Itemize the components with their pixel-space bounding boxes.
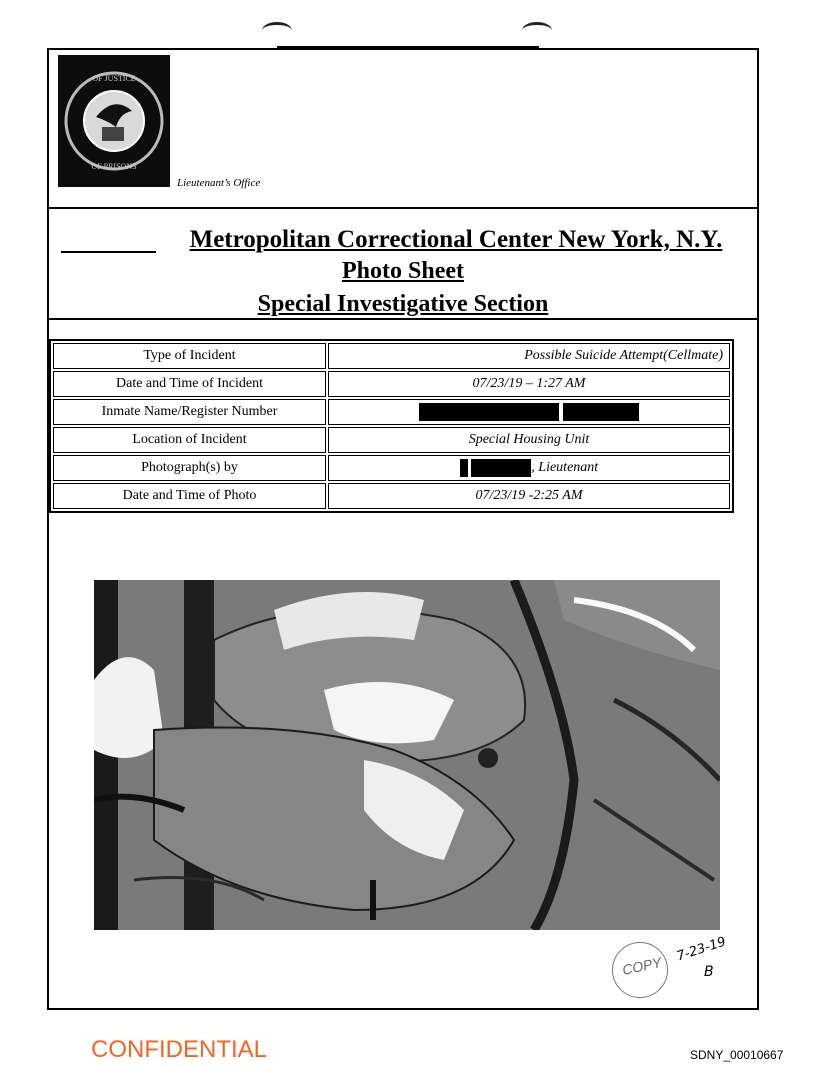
doj-bop-seal [58, 55, 170, 187]
incident-datetime-label: Date and Time of Incident [53, 371, 326, 397]
sheet-title: Photo Sheet [342, 258, 464, 284]
table-row [53, 371, 730, 397]
header-divider [49, 207, 757, 209]
copy-stamp [612, 942, 672, 992]
title-divider [49, 318, 757, 320]
table-row [53, 399, 730, 425]
photographer-label: Photograph(s) by [53, 455, 326, 481]
location-label: Location of Incident [53, 427, 326, 453]
inmate-name-label: Inmate Name/Register Number [53, 399, 326, 425]
incident-photo [94, 580, 720, 930]
facility-title: Metropolitan Correctional Center New York, N.Y. [189, 226, 723, 253]
redaction-block [471, 459, 531, 477]
copy-stamp-text: COPY [620, 954, 663, 978]
svg-text:OF JUSTICE: OF JUSTICE [92, 74, 136, 83]
punch-hole-left [262, 22, 292, 39]
inmate-name-value [328, 399, 730, 425]
incident-datetime-value: 07/23/19 – 1:27 AM [328, 371, 730, 397]
redaction-block [419, 403, 559, 421]
photo-datetime-value: 07/23/19 -2:25 AM [328, 483, 730, 509]
photographer-value [328, 455, 730, 481]
handwritten-initials: B [704, 964, 714, 980]
incident-table [49, 339, 734, 513]
incident-type-label: Type of Incident [53, 343, 326, 369]
photo-datetime-label: Date and Time of Photo [53, 483, 326, 509]
table-row [53, 455, 730, 481]
section-title: Special Investigative Section [257, 291, 549, 317]
handwritten-date: 7-23-19 [674, 934, 728, 965]
redaction-block [563, 403, 639, 421]
table-row [53, 483, 730, 509]
table-row [53, 343, 730, 369]
office-label: Lieutenant’s Office [177, 177, 261, 189]
photographer-title: , Lieutenant [531, 460, 599, 476]
bates-number: SDNY_00010667 [690, 1048, 784, 1062]
punch-hole-right [522, 22, 552, 39]
table-row [53, 427, 730, 453]
location-value: Special Housing Unit [328, 427, 730, 453]
svg-text:OF PRISONS: OF PRISONS [91, 162, 137, 171]
redaction-block [460, 459, 468, 477]
incident-type-value: Possible Suicide Attempt(Cellmate) [328, 343, 730, 369]
confidential-label: CONFIDENTIAL [91, 1036, 268, 1063]
